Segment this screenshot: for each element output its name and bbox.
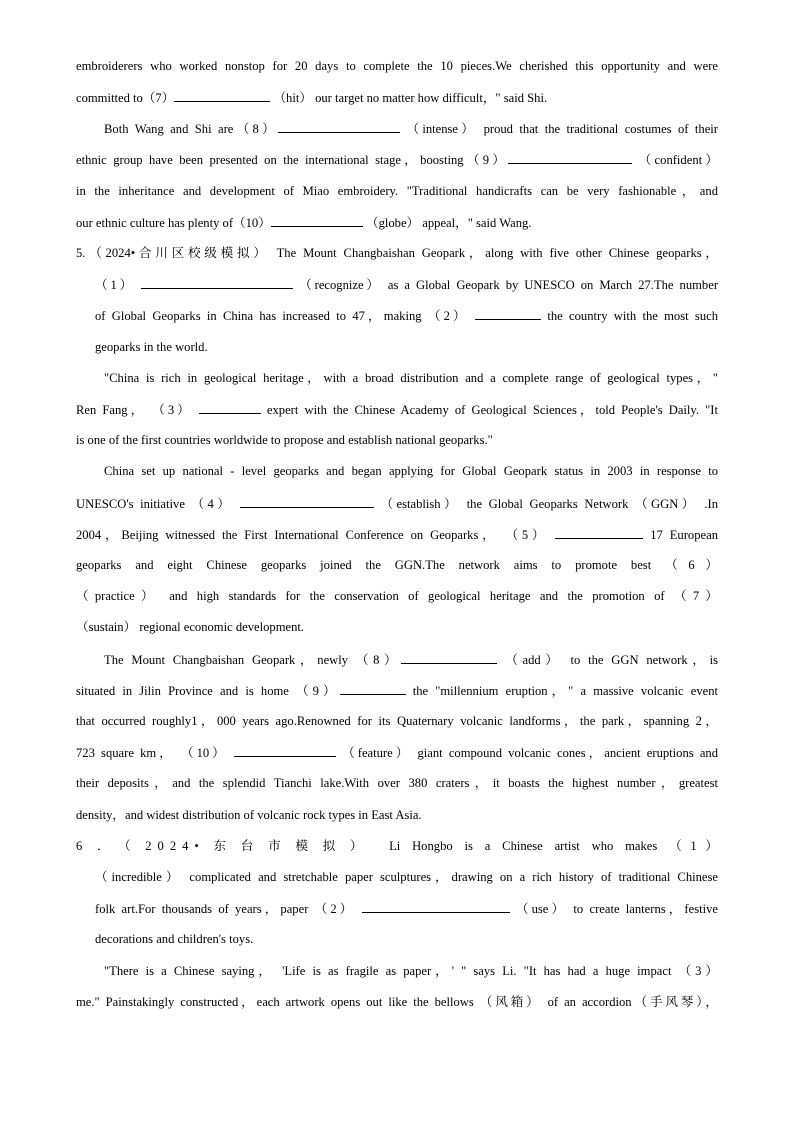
- text-line: is one of the first countries worldwide to propose and establish national geoparks.": [76, 433, 493, 447]
- answer-blank[interactable]: [401, 651, 497, 664]
- text-line: （incredible） complicated and stretchable paper sculptures，drawing on a rich history of traditional Chinese: [95, 870, 718, 884]
- text-line: geoparks in the world.: [95, 340, 208, 354]
- text-line: decorations and children's toys.: [95, 932, 254, 946]
- text-line: me." Painstakingly constructed，each artwork opens out like the bellows （风箱） of an accordion（手风琴），: [76, 995, 718, 1009]
- text-line: that occurred roughly1，000 years ago.Renowned for its Quaternary volcanic landforms，the park，spanning 2，: [76, 714, 718, 728]
- text-line: UNESCO's initiative （4） （establish） the Global Geoparks Network （GGN） .In: [76, 497, 718, 511]
- text-line: "There is a Chinese saying， 'Life is as fragile as paper，' " says Li. "It has had a huge impact （3）: [104, 964, 718, 978]
- answer-blank[interactable]: [141, 276, 293, 289]
- text-line: committed to（7） （hit） our target no matter how difficult，" said Shi.: [76, 91, 548, 105]
- answer-blank[interactable]: [362, 900, 510, 913]
- text-line: situated in Jilin Province and is home （9） the "millennium eruption，" a massive volcanic event: [76, 684, 719, 698]
- text-line: geoparks and eight Chinese geoparks joined the GGN.The network aims to promote best （6）: [76, 558, 718, 572]
- text-line: China set up national - level geoparks and began applying for Global Geopark status in 2003 in response to: [104, 464, 718, 478]
- answer-blank[interactable]: [508, 151, 632, 164]
- text-line: density，and widest distribution of volcanic rock types in East Asia.: [76, 808, 422, 822]
- text-line: folk art.For thousands of years，paper （2） （use） to create lanterns，festive: [95, 902, 718, 916]
- text-line: of Global Geoparks in China has increased to 47，making （2） the country with the most such: [95, 309, 719, 323]
- text-line: Ren Fang， （3） expert with the Chinese Academy of Geological Sciences，told People's Daily. "It: [76, 403, 718, 417]
- text-line: in the inheritance and development of Miao embroidery. "Traditional handicrafts can be very fashionable，and: [76, 184, 718, 198]
- text-line: （1） （recognize） as a Global Geopark by UNESCO on March 27.The number: [95, 278, 719, 292]
- text-line: The Mount Changbaishan Geopark，newly （8） （add） to the GGN network，is: [104, 653, 718, 667]
- answer-blank[interactable]: [555, 526, 643, 539]
- text-line: （sustain） regional economic development.: [76, 620, 305, 634]
- answer-blank[interactable]: [174, 89, 270, 102]
- text-line: ethnic group have been presented on the international stage，boosting（9） （confident）: [76, 153, 719, 167]
- text-line: embroiderers who worked nonstop for 20 days to complete the 10 pieces.We cherished this opportunity and were: [76, 59, 718, 73]
- text-line: "China is rich in geological heritage，with a broad distribution and a complete range of geological types，": [104, 371, 718, 385]
- text-line: 2004，Beijing witnessed the First International Conference on Geoparks， （5） 17 European: [76, 528, 718, 542]
- answer-blank[interactable]: [271, 214, 363, 227]
- question-6-header: 6．（2024•东台市模拟） Li Hongbo is a Chinese artist who makes （1）: [76, 839, 718, 853]
- answer-blank[interactable]: [340, 682, 406, 695]
- answer-blank[interactable]: [475, 307, 541, 320]
- text-line: （practice） and high standards for the conservation of geological heritage and the promotion of （7）: [76, 589, 718, 603]
- answer-blank[interactable]: [240, 495, 374, 508]
- text-line: their deposits，and the splendid Tianchi lake.With over 380 craters，it boasts the highest number，greatest: [76, 776, 718, 790]
- text-line: 723 square km， （10） （feature） giant compound volcanic cones，ancient eruptions and: [76, 746, 719, 760]
- text-line: Both Wang and Shi are（8） （intense） proud that the traditional costumes of their: [104, 122, 719, 136]
- answer-blank[interactable]: [199, 401, 261, 414]
- answer-blank[interactable]: [234, 744, 336, 757]
- text-line: our ethnic culture has plenty of（10） （globe） appeal，" said Wang.: [76, 216, 532, 230]
- answer-blank[interactable]: [278, 120, 400, 133]
- question-5-header: 5.（2024•合川区校级模拟） The Mount Changbaishan Geopark，along with five other Chinese geoparks，: [76, 246, 718, 260]
